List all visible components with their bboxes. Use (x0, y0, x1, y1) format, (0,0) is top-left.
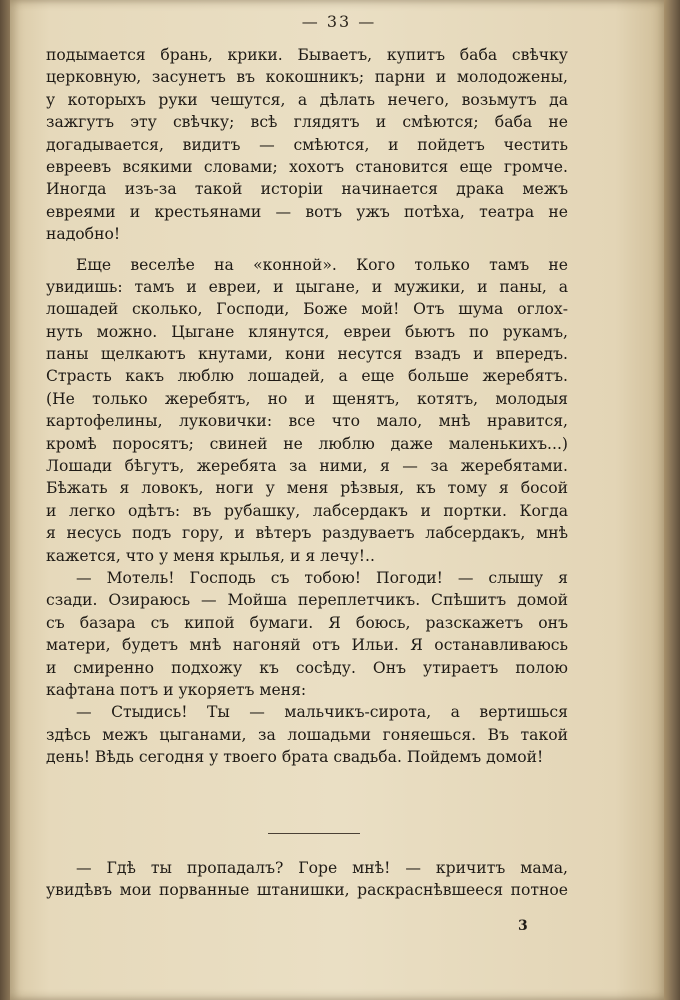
text-line: паны щелкаютъ кнутами, кони несутся взадъ и впередъ. (46, 345, 568, 364)
text-line: кромѣ поросятъ; свиней не люблю даже маленькихъ...) (46, 434, 568, 453)
text-line: лошадей сколько, Господи, Боже мой! Отъ шума оглох- (46, 300, 568, 319)
text-line: Бѣжать я ловокъ, ноги у меня рѣзвыя, къ тому я босой (46, 479, 568, 498)
book-spine-shadow (0, 0, 10, 1000)
text-line: Еще веселѣе на «конной». Кого только тамъ не (76, 255, 568, 274)
section-divider (268, 833, 360, 834)
text-line: Страсть какъ люблю лошадей, а еще больше жеребятъ. (46, 367, 568, 386)
text-line: у которыхъ руки чешутся, а дѣлать нечего, возьмутъ да (46, 90, 568, 109)
text-line: съ базара съ кипой бумаги. Я боюсь, разскажетъ онъ (46, 613, 568, 632)
text-line: день! Вѣдь сегодня у твоего брата свадьба. Пойдемъ домой! (46, 748, 544, 767)
text-line: картофелины, луковички: все что мало, мнѣ нравится, (46, 412, 568, 431)
text-line: церковную, засунетъ въ кокошникъ; парни и молодожены, (46, 68, 568, 87)
text-line: и легко одѣтъ: въ рубашку, лабсердакъ и портки. Когда (46, 501, 568, 520)
text-line: подымается брань, крики. Бываетъ, купитъ баба свѣчку (46, 46, 568, 64)
book-page (10, 0, 668, 1000)
text-line: — Мотель! Господь съ тобою! Погоди! — слышу я (76, 568, 568, 587)
text-line: я несусь подъ гору, и вѣтеръ раздуваетъ лабсердакъ, мнѣ (46, 524, 568, 543)
text-line: здѣсь межъ цыганами, за лошадьми гоняешься. Въ такой (46, 725, 568, 744)
text-line: надобно! (46, 225, 121, 244)
text-line: увидишь: тамъ и евреи, и цыгане, и мужики, и паны, а (46, 277, 568, 296)
text-line: — Стыдись! Ты — мальчикъ-сирота, а вертишься (76, 703, 568, 722)
text-line: (Не только жеребятъ, но и щенятъ, котятъ, молодыя (46, 389, 568, 408)
text-line: евреевъ всякими словами; хохотъ становится еще громче. (46, 157, 568, 176)
text-line: Лошади бѣгутъ, жеребята за ними, я — за жеребятами. (46, 457, 568, 476)
text-line: и смиренно подхожу къ сосѣду. Онъ утираетъ полою (46, 658, 568, 677)
signature-mark: 3 (518, 918, 528, 934)
text-line: кажется, что у меня крылья, и я лечу!.. (46, 546, 375, 565)
main-text-block (46, 44, 568, 769)
text-line: кафтана потъ и укоряетъ меня: (46, 680, 307, 699)
page-number-header: — 33 — (301, 12, 377, 31)
text-line: Иногда изъ-за такой исторіи начинается драка межъ (46, 180, 568, 199)
text-line: увидѣвъ мои порванные штанишки, раскраснѣвшееся потное (46, 881, 568, 900)
text-line: догадывается, видитъ — смѣются, и пойдетъ честить (46, 135, 568, 154)
text-line: нуть можно. Цыгане клянутся, евреи бьютъ по рукамъ, (46, 322, 568, 341)
paragraph-gap (46, 246, 568, 254)
section-two-text (46, 856, 568, 901)
text-line: сзади. Озираюсь — Мойша переплетчикъ. Спѣшитъ домой (46, 591, 568, 610)
text-line: евреями и крестьянами — вотъ ужъ потѣха, театра не (46, 202, 568, 221)
text-line: матери, будетъ мнѣ нагоняй отъ Ильи. Я останавливаюсь (46, 636, 568, 655)
text-line: зажгутъ эту свѣчку; всѣ глядятъ и смѣются; баба не (46, 113, 568, 132)
text-line: — Гдѣ ты пропадалъ? Горе мнѣ! — кричитъ мама, (76, 859, 568, 877)
book-edge-shadow (664, 0, 680, 1000)
